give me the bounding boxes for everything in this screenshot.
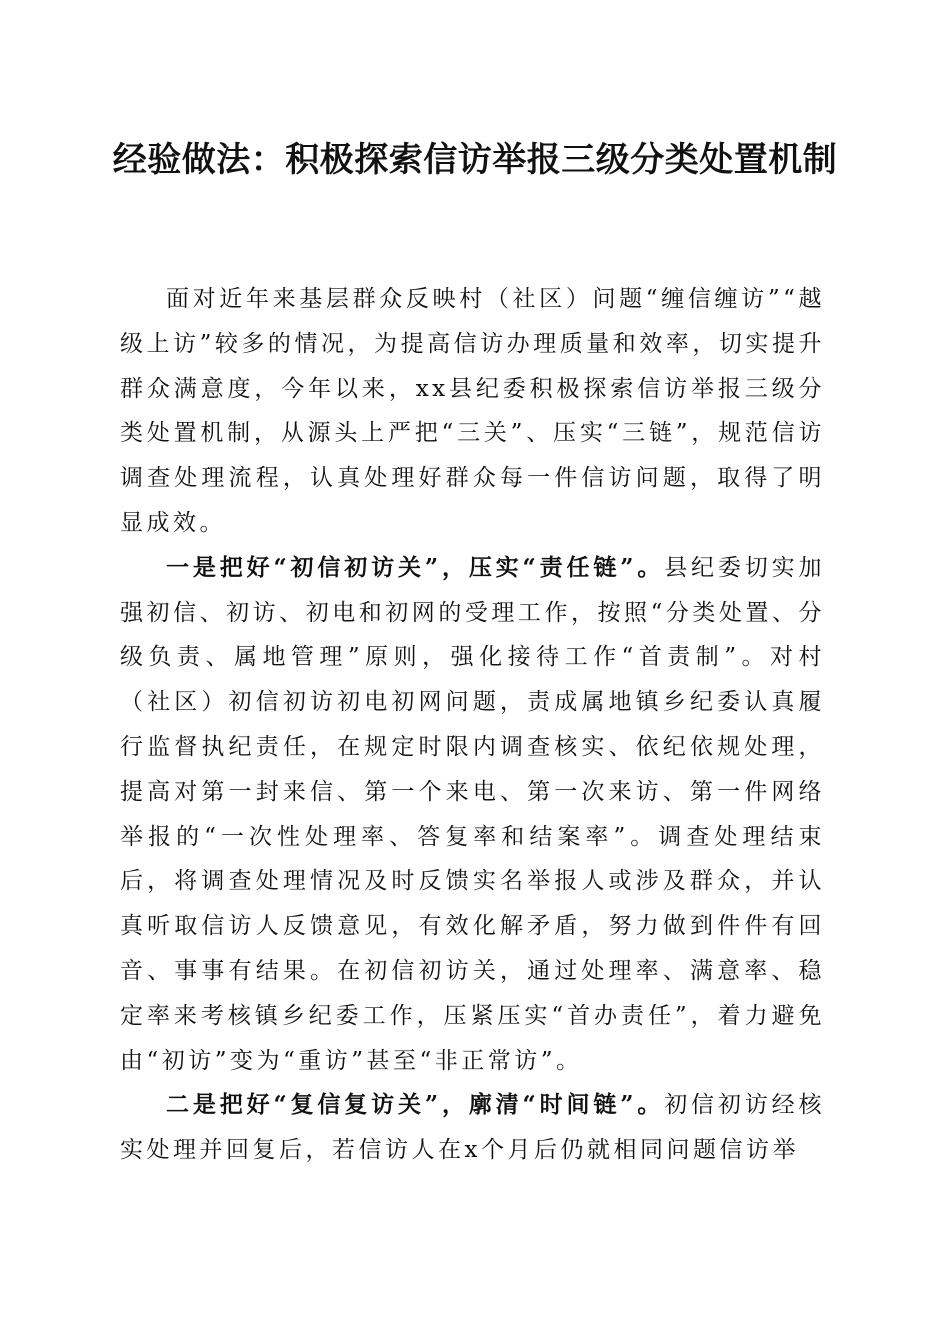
paragraph-point-two xyxy=(120,1083,825,1173)
paragraph-text: 县纪委切实加强初信、初访、初电和初网的受理工作，按照“分类处置、分级负责、属地管理”原则，强化接待工作“首责制”。对村（社区）初信初访初电初网问题，责成属地镇乡纪委认真履行监督执纪责任，在规定时限内调查核实、依纪依规处理，提高对第一封来信、第一个来电、第一次来访、第一件网络举报的“一次性处理率、答复率和结案率”。调查处理结束后，将调查处理情况及时反馈实名举报人或涉及群众，并认真听取信访人反馈意见，有效化解矛盾，努力做到件件有回音、事事有结果。在初信初访关，通过处理率、满意率、稳定率来考核镇乡纪委工作，压紧压实“首办责任”，着力避免由“初访”变为“重访”甚至“非正常访”。 xyxy=(120,554,826,1074)
paragraph-text: 面对近年来基层群众反映村（社区）问题“缠信缠访”“越级上访”较多的情况，为提高信访办理质量和效率，切实提升群众满意度，今年以来，xx县纪委积极探索信访举报三级分类处置机制，从源头上严把“三关”、压实“三链”，规范信访调查处理流程，认真处理好群众每一件信访问题，取得了明显成效。 xyxy=(120,286,825,536)
paragraph-intro xyxy=(120,277,825,546)
document-body xyxy=(120,277,825,1173)
paragraph-lead: 二是把好“复信复访关”，廓清“时间链”。 xyxy=(166,1091,665,1119)
paragraph-lead: 一是把好“初信初访关”，压实“责任链”。 xyxy=(166,553,665,581)
document-title: 经验做法：积极探索信访举报三级分类处置机制 xyxy=(112,140,838,180)
paragraph-point-one xyxy=(120,546,825,1084)
paragraph-text: 初信初访经核实处理并回复后，若信访人在x个月后仍就相同问题信访举 xyxy=(120,1092,826,1164)
